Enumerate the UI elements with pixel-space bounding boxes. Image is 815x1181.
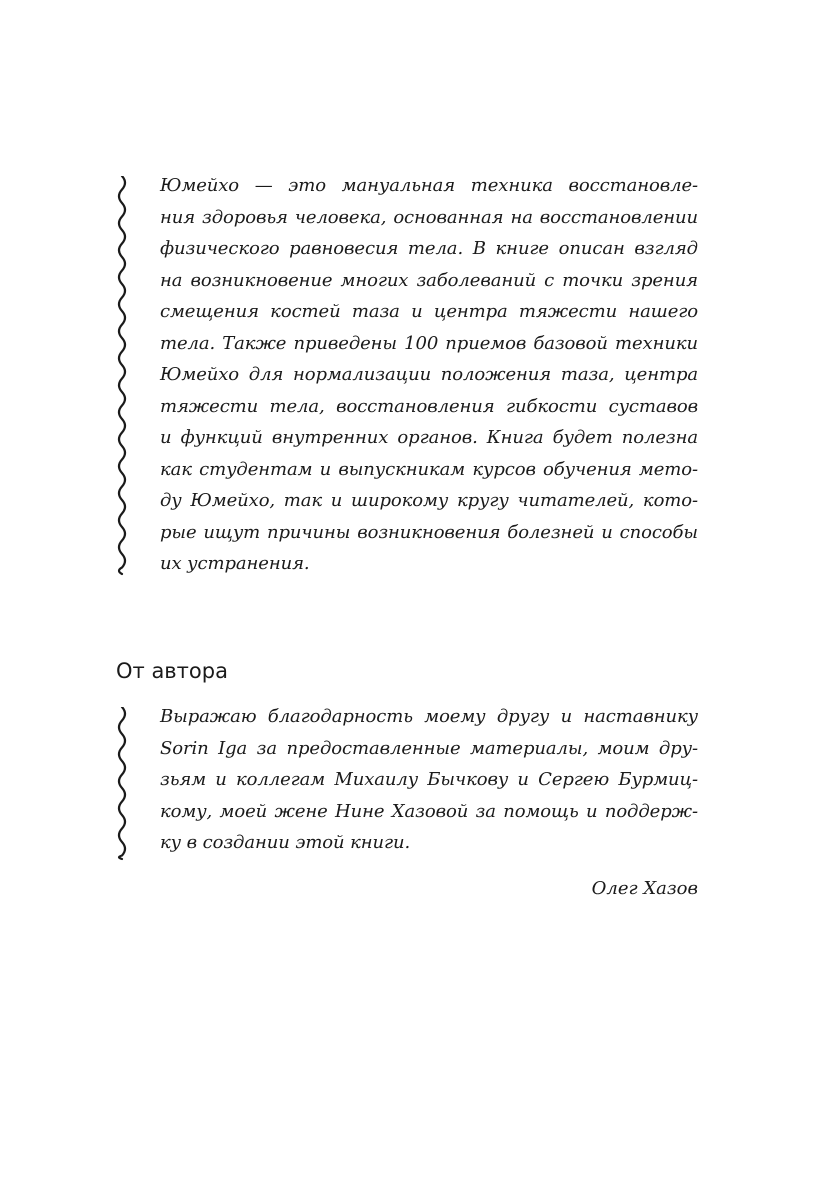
- wavy-line-icon: [116, 707, 130, 863]
- acknowledgement-line: зьям и коллегам Михаилу Бычкову и Сергею Бурмиц-: [160, 769, 698, 790]
- wavy-line-icon: [116, 176, 130, 576]
- acknowledgement-text: [160, 701, 698, 859]
- acknowledgement-line: кому, моей жене Нине Хазовой за помощь и поддерж-: [160, 800, 698, 822]
- abstract-line: тяжести тела, восстановления гибкости суставов: [160, 395, 698, 417]
- wavy-line-decoration: [116, 176, 130, 576]
- acknowledgement-line: ку в создании этой книги.: [160, 832, 411, 853]
- abstract-line: Юмейхо — это мануальная техника восстановле-: [160, 175, 698, 196]
- abstract-line: Юмейхо для нормализации положения таза, центра: [160, 364, 698, 385]
- author-signature: Олег Хазов: [591, 878, 698, 899]
- abstract-line: ния здоровья человека, основанная на восстановлении: [160, 206, 698, 228]
- abstract-line: на возникновение многих заболеваний с точки зрения: [160, 269, 698, 291]
- abstract-line: рые ищут причины возникновения болезней и способы: [160, 521, 698, 543]
- acknowledgement-line: Выражаю благодарность моему другу и наставнику: [160, 706, 698, 727]
- acknowledgement-block: [116, 701, 698, 859]
- abstract-line: их устранения.: [160, 553, 310, 574]
- abstract-block: [116, 170, 698, 580]
- section-title: От автора: [116, 659, 228, 683]
- acknowledgement-line: Sorin Iga за предоставленные материалы, моим дру-: [160, 737, 698, 759]
- abstract-line: физического равновесия тела. В книге описан взгляд: [160, 238, 698, 259]
- abstract-text: [160, 170, 698, 580]
- abstract-line: смещения костей таза и центра тяжести нашего: [160, 301, 698, 322]
- abstract-line: ду Юмейхо, так и широкому кругу читателей, кото-: [160, 490, 698, 511]
- abstract-line: как студентам и выпускникам курсов обучения мето-: [160, 458, 698, 480]
- abstract-line: и функций внутренних органов. Книга будет полезна: [160, 427, 698, 448]
- abstract-line: тела. Также приведены 100 приемов базовой техники: [160, 332, 698, 354]
- wavy-line-decoration: [116, 707, 130, 863]
